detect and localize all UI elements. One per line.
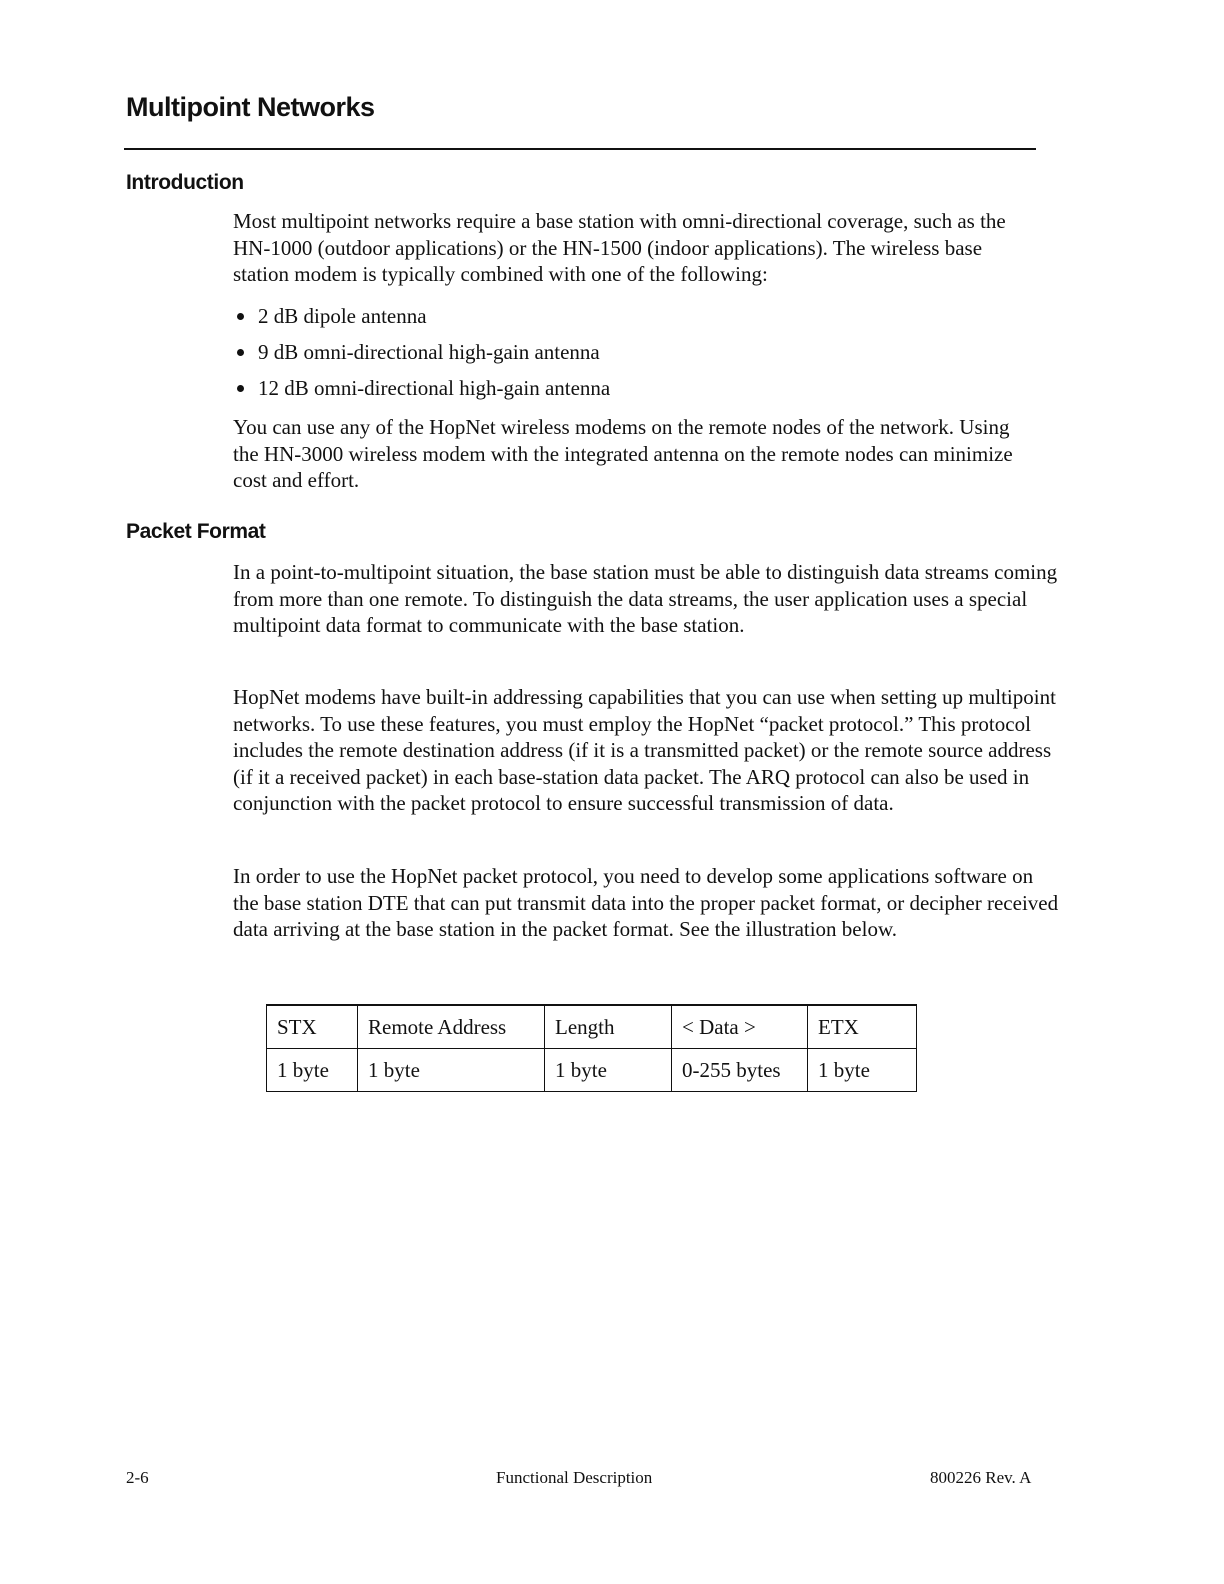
packet-format-paragraph-3: In order to use the HopNet packet protocol, you need to develop some applications software on the base station DTE that can put transmit data into the proper packet format, or decipher received data arriving at the base station in the packet format. See the illustration below. bbox=[233, 864, 1059, 941]
list-item bbox=[233, 298, 610, 334]
field-name-cell: Length bbox=[545, 1005, 672, 1049]
field-name-cell: ETX bbox=[808, 1005, 917, 1049]
field-size-cell: 1 byte bbox=[808, 1049, 917, 1092]
field-size-cell: 1 byte bbox=[545, 1049, 672, 1092]
field-name-cell: Remote Address bbox=[358, 1005, 545, 1049]
field-size-cell: 1 byte bbox=[267, 1049, 358, 1092]
bullet-icon bbox=[237, 385, 244, 392]
antenna-list bbox=[233, 298, 610, 406]
field-name-cell: < Data > bbox=[672, 1005, 808, 1049]
page-title: Multipoint Networks bbox=[126, 92, 375, 122]
field-name-cell: STX bbox=[267, 1005, 358, 1049]
field-size-cell: 0-255 bytes bbox=[672, 1049, 808, 1092]
list-item bbox=[233, 370, 610, 406]
list-item bbox=[233, 334, 610, 370]
introduction-paragraph-1: Most multipoint networks require a base station with omni-directional coverage, such as the HN-1000 (outdoor applications) or the HN-1500 (indoor applications). The wireless base station modem is typically combined with one of the following: bbox=[233, 209, 1006, 286]
list-item-text: 9 dB omni-directional high-gain antenna bbox=[258, 340, 600, 364]
table-row bbox=[267, 1049, 917, 1092]
footer-page-number: 2-6 bbox=[126, 1468, 149, 1487]
packet-format-paragraph-1: In a point-to-multipoint situation, the base station must be able to distinguish data streams coming from more than one remote. To distinguish the data streams, the user application uses a special multipoint data format to communicate with the base station. bbox=[233, 560, 1058, 637]
packet-format-heading: Packet Format bbox=[126, 520, 266, 543]
packet-format-table bbox=[266, 1004, 917, 1092]
introduction-heading: Introduction bbox=[126, 171, 244, 194]
list-item-text: 12 dB omni-directional high-gain antenna bbox=[258, 376, 611, 400]
table-row bbox=[267, 1005, 917, 1049]
footer-section-title: Functional Description bbox=[496, 1468, 653, 1487]
title-rule bbox=[124, 148, 1036, 150]
list-item-text: 2 dB dipole antenna bbox=[258, 304, 427, 328]
field-size-cell: 1 byte bbox=[358, 1049, 545, 1092]
footer-document-revision: 800226 Rev. A bbox=[930, 1468, 1032, 1487]
bullet-icon bbox=[237, 349, 244, 356]
packet-format-paragraph-2: HopNet modems have built-in addressing capabilities that you can use when setting up multipoint networks. To use these features, you must employ the HopNet “packet protocol.” This protocol includes the remote destination address (if it is a transmitted packet) or the remote source address (if it a received packet) in each base-station data packet. The ARQ protocol can also be used in conjunction with the packet protocol to ensure successful transmission of data. bbox=[233, 685, 1056, 815]
introduction-paragraph-2: You can use any of the HopNet wireless modems on the remote nodes of the network. Using the HN-3000 wireless modem with the integrated antenna on the remote nodes can minimize cost and effort. bbox=[233, 415, 1013, 492]
bullet-icon bbox=[237, 313, 244, 320]
